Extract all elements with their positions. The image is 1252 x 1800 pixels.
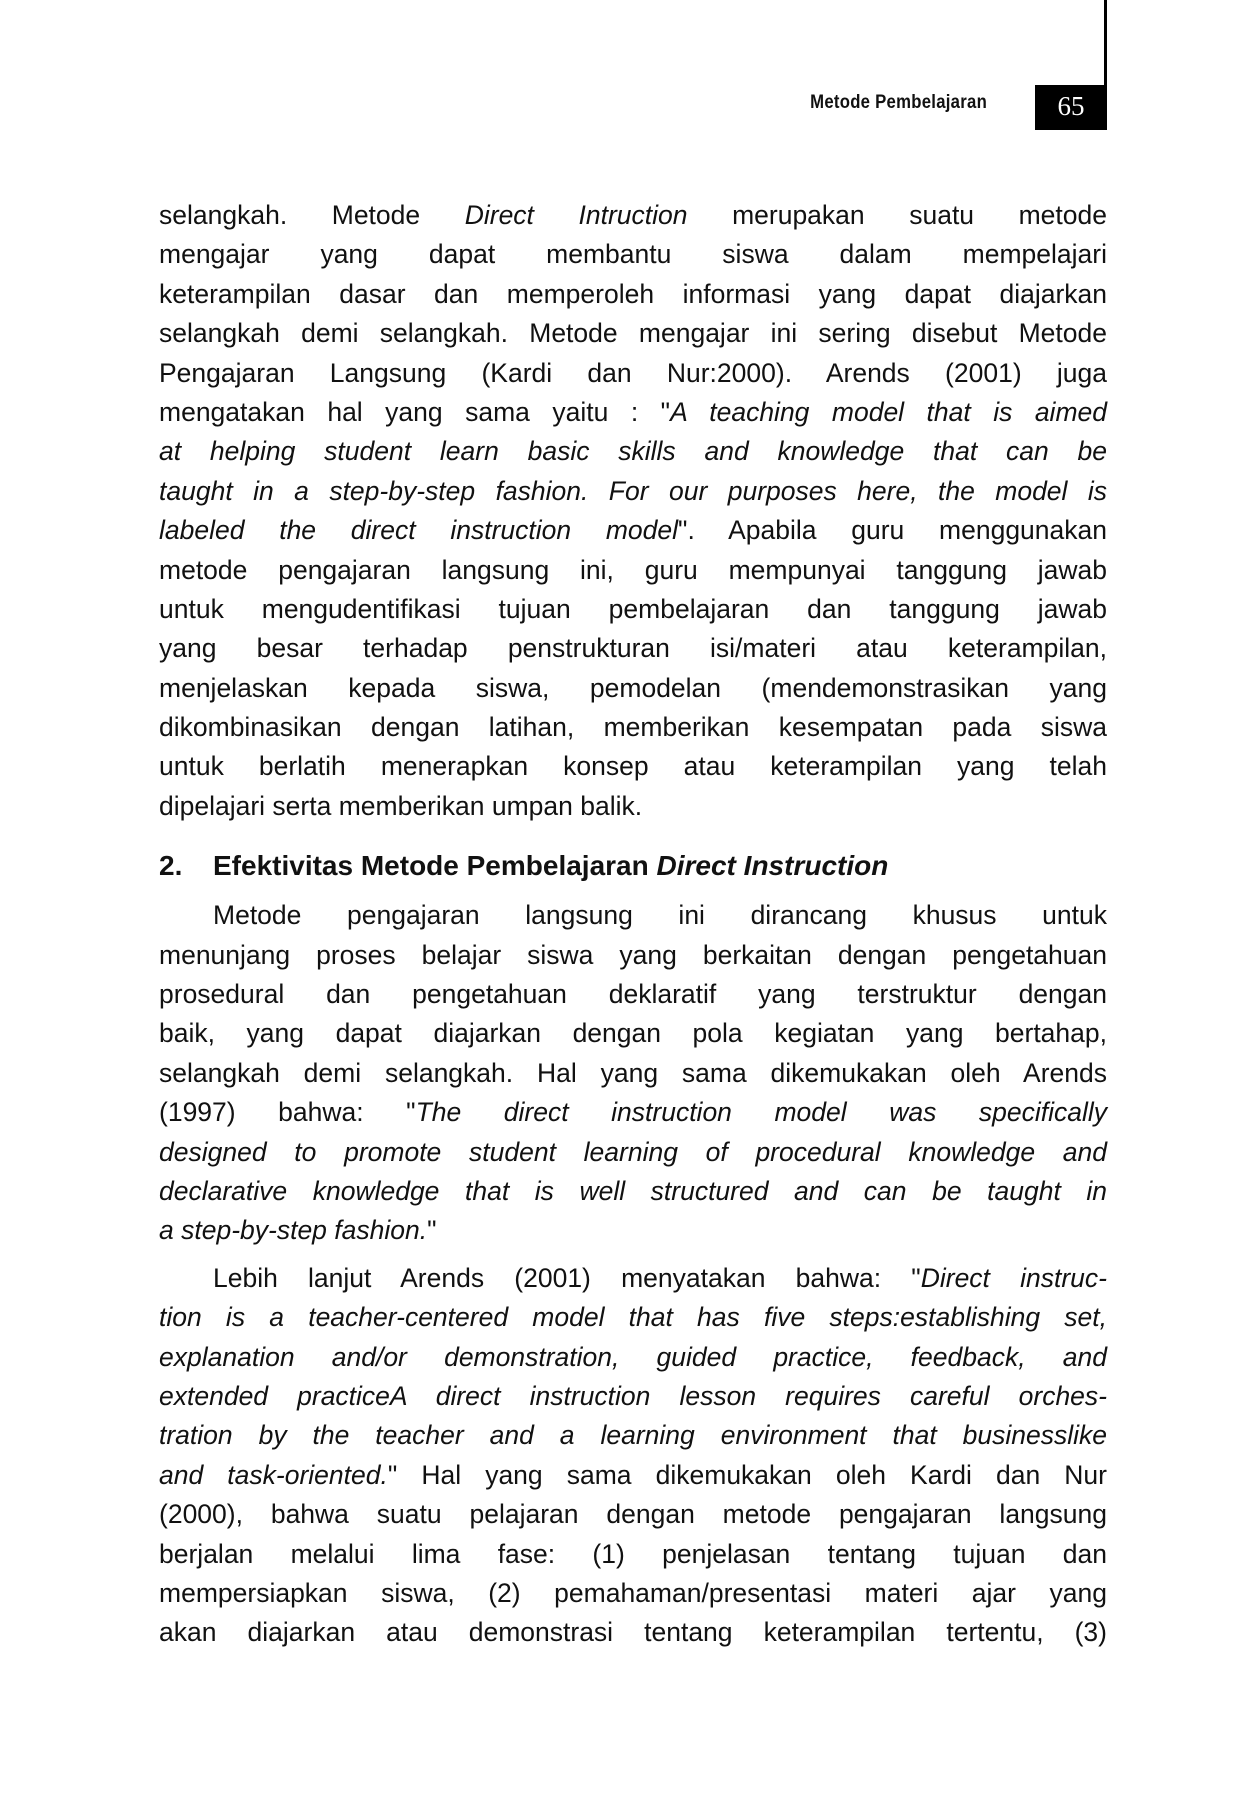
text-line (159, 432, 1107, 471)
text-segment: dikombinasikan dengan latihan, memberikan kesempatan pada siswa (159, 712, 1107, 743)
text-segment: Pengajaran Langsung (Kardi dan Nur:2000). Arends (2001) juga (159, 357, 1107, 388)
text-line (159, 551, 1107, 590)
text-line (159, 747, 1107, 786)
text-segment: mempersiapkan siswa, (2) pemahaman/presentasi materi ajar yang (159, 1577, 1107, 1608)
paragraph-gap (159, 888, 1107, 896)
italic-text: Direct instruc- (920, 1262, 1107, 1293)
italic-text: Direct Intruction (464, 200, 688, 230)
text-segment: selangkah demi selangkah. Metode mengajar ini sering disebut Metode (159, 318, 1107, 349)
italic-text: designed to promote student learning of procedural knowledge and (159, 1136, 1107, 1167)
text-segment: yang besar terhadap penstrukturan isi/materi atau keterampilan, (159, 633, 1107, 664)
text-line (159, 1172, 1107, 1211)
text-segment: mengatakan hal yang sama yaitu : " (159, 396, 671, 427)
text-segment: berjalan melalui lima fase: (1) penjelasan tentang tujuan dan (159, 1538, 1107, 1569)
text-line (159, 1535, 1107, 1574)
italic-text: The direct instruction model was specifically (415, 1097, 1108, 1128)
text-segment: menunjang proses belajar siswa yang berkaitan dengan pengetahuan (159, 939, 1107, 970)
text-line (159, 708, 1107, 747)
text-line (159, 1416, 1107, 1455)
text-line (159, 472, 1107, 511)
text-segment: selangkah demi selangkah. Hal yang sama dikemukakan oleh Arends (159, 1057, 1107, 1088)
section-number: 2. (159, 850, 183, 882)
italic-text: Direct Instruction (656, 850, 889, 882)
text-line (159, 275, 1107, 314)
text-line (159, 896, 1107, 935)
text-line (159, 1298, 1107, 1337)
text-segment: (2000), bahwa suatu pelajaran dengan metode pengajaran langsung (159, 1499, 1107, 1530)
text-segment: merupakan suatu metode (687, 200, 1107, 230)
text-segment: metode pengajaran langsung ini, guru mempunyai tanggung jawab (159, 554, 1107, 585)
text-line (159, 975, 1107, 1014)
text-line (159, 1456, 1107, 1495)
text-segment: Metode pengajaran langsung ini dirancang khusus untuk (213, 900, 1107, 931)
text-segment: Efektivitas Metode Pembelajaran (213, 850, 657, 882)
text-segment: (1997) bahwa: " (159, 1097, 416, 1128)
text-segment: akan diajarkan atau demonstrasi tentang keterampilan tertentu, (3) (159, 1617, 1107, 1648)
italic-text: tion is a teacher-centered model that has five steps:establishing set, (159, 1302, 1107, 1333)
text-segment: dipelajari serta memberikan umpan balik. (159, 790, 643, 821)
margin-rule (1104, 0, 1107, 90)
text-segment: untuk mengudentifikasi tujuan pembelajaran dan tanggung jawab (159, 593, 1107, 624)
text-segment: " (427, 1215, 437, 1246)
text-segment: untuk berlatih menerapkan konsep atau keterampilan yang telah (159, 751, 1107, 782)
paragraph-gap (159, 1251, 1107, 1259)
text-line (159, 1054, 1107, 1093)
text-line (159, 354, 1107, 393)
text-line (159, 1338, 1107, 1377)
italic-text: at helping student learn basic skills and knowledge that can be (159, 436, 1107, 467)
text-line (159, 1377, 1107, 1416)
text-segment: prosedural dan pengetahuan deklaratif yang terstruktur dengan (159, 979, 1107, 1010)
text-line (159, 936, 1107, 975)
text-segment: selangkah. Metode (159, 200, 465, 230)
text-segment: mengajar yang dapat membantu siswa dalam mempelajari (159, 239, 1107, 270)
page-number: 65 (1035, 85, 1107, 130)
text-line (159, 393, 1107, 432)
italic-text: A teaching model that is aimed (670, 396, 1107, 427)
text-segment: menjelaskan kepada siswa, pemodelan (mendemonstrasikan yang (159, 672, 1107, 703)
text-line (159, 669, 1107, 708)
text-line (159, 590, 1107, 629)
text-segment: Lebih lanjut Arends (2001) menyatakan bahwa: " (213, 1262, 921, 1293)
text-line (159, 1613, 1107, 1652)
text-line (159, 511, 1107, 550)
body-text (159, 196, 1107, 1653)
text-line (159, 1574, 1107, 1613)
section-heading (159, 844, 1107, 888)
italic-text: labeled the direct instruction model (159, 515, 679, 546)
text-line (159, 235, 1107, 274)
italic-text: a step-by-step fashion. (159, 1215, 428, 1246)
italic-text: explanation and/or demonstration, guided practice, feedback, and (159, 1341, 1107, 1372)
text-line (159, 787, 1107, 826)
text-line (159, 1093, 1107, 1132)
text-line (159, 314, 1107, 353)
italic-text: tration by the teacher and a learning environment that businesslike (159, 1420, 1107, 1451)
text-line (159, 196, 1107, 235)
running-header-title: Metode Pembelajaran (810, 92, 987, 113)
text-segment: " Hal yang sama dikemukakan oleh Kardi dan Nur (387, 1459, 1107, 1490)
text-line (159, 1495, 1107, 1534)
text-segment: keterampilan dasar dan memperoleh informasi yang dapat diajarkan (159, 278, 1107, 309)
text-line (159, 1014, 1107, 1053)
text-segment: baik, yang dapat diajarkan dengan pola kegiatan yang bertahap, (159, 1018, 1107, 1049)
text-line (159, 1133, 1107, 1172)
text-segment: ". Apabila guru menggunakan (678, 515, 1107, 546)
text-line (159, 1211, 1107, 1250)
italic-text: extended practiceA direct instruction lesson requires careful orches- (159, 1380, 1107, 1411)
italic-text: declarative knowledge that is well structured and can be taught in (159, 1175, 1107, 1206)
italic-text: and task-oriented. (159, 1459, 388, 1490)
text-line (159, 629, 1107, 668)
text-line (159, 1259, 1107, 1298)
italic-text: taught in a step-by-step fashion. For our purposes here, the model is (159, 475, 1107, 506)
